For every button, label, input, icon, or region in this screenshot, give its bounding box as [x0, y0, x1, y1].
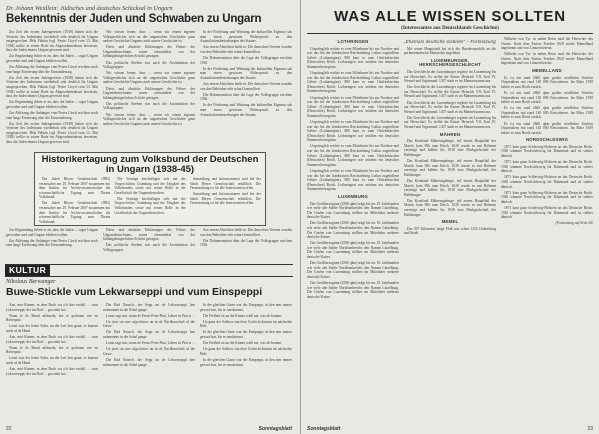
box-column-3	[190, 177, 261, 226]
article2-column-1	[6, 303, 98, 421]
paragraph: Diese und ähnliche Erklärungen der Führer des Ungarndeutschtums waren einwandfrei von der bildungsbürgerlichen Schicht getragen.	[103, 86, 195, 100]
paragraph: Das 997 Kilometer lange Fluß war schon 1252 Ordensburg und Stadt.	[404, 226, 496, 236]
paragraph: In der Förderung und Wahrung der kulturellen Eigenart sah man einen gewissen Widerspruch zu den Assimilationsbestrebungen des Staates.	[200, 66, 292, 80]
article-headline: WAS ALLE WISSEN SOLLTEN	[334, 8, 566, 25]
paragraph: Das Geschlecht der Luxemburger regierte im Luxemburg bis zur Herrschaft. Es stellte die Kaiser Heinrich VII, Karl IV, Wenzel und Sigismund. 1437 starb es im Mannesstamm aus.	[404, 85, 496, 99]
section-heading: MÄHREN	[439, 131, 461, 137]
paragraph: Das Großherzogtum (2586 qkm) trägt bis ins 19. Jahrhundert wie viele alte Städte Nordfrankreichs den Namen Lützelburg. Die Grafen von Luxemburg stellten im Mittelalter mehrere deutsche Kaiser.	[307, 281, 399, 299]
paragraph: Die Freiheit ist un die Kinner weiß net, was do kommt.	[203, 313, 283, 318]
section-bar	[5, 264, 293, 277]
article-column-2b	[103, 228, 195, 260]
right-page	[301, 0, 599, 434]
historikertagung-box	[34, 152, 266, 226]
paragraph: Lonzi sagt mir, wann de Fester Peter Phat, Lehrer in Pest is ...	[106, 341, 195, 346]
article-column-3	[200, 30, 292, 148]
paragraph: Anu, mei Kinner, in dem Buch wu ich hier erzähl, ... vum Lekwarseppi, der im Dorf ... gewohnt hot.	[6, 335, 98, 344]
paragraph: Die Freiheit ist un die Kinner weiß net, was do kommt.	[203, 341, 283, 346]
paragraph: Wann er de Mund uffmacht, hot er gschennt wie en Rohrspatz.	[6, 345, 98, 355]
paragraph: Die Dokumentation über die Lage der Volksgruppe erschien 1936.	[200, 92, 292, 102]
paragraph: Zur Zeit des ersten Judengesetzes (1938) hatten sich die Vertreter des Judentums wiederholt sehr deutlich für Ungarn ausgesprochen. Béla Fábián (vgl. Pester Lloyd vom 13. Mai 1938) wollte in seiner Rede im Abgeordnetenhaus beweisen, dass die Juden immer Ungarn gewesen sind.	[6, 30, 98, 53]
paragraph: Wilhelm von Tyr. in nahen Reise sind die Herrscher des Ostens. Nach dem Pariser Frieden 1920 wurde Memelland abgetrennt und von Litauen besetzt.	[501, 52, 593, 66]
article-column-3	[501, 37, 593, 423]
paragraph: Un jetzt sin mer ufgschriwe un in de Nachbarschaft uf die Gasse.	[103, 347, 195, 356]
paragraph: Lonzi war der letzte Sohn, un die Leit hen gsaat, er kummt noch uf de Hund.	[6, 324, 98, 333]
paragraph: Es ist ein rund 2660 qkm großer nördlicher Streifen Ostpreußens mit rund 140 000 Einwohnern. Im März 1939 kehrte es zum Reich zurück.	[501, 106, 593, 120]
paragraph: Wir wissen ferner, dass ... wenn wir einem eigenen Volksgeschichte sich an der ungarischen Geschichte ganz andere Geschichte Ungarns auch unsere Geschichte ist.	[103, 71, 195, 85]
paragraph: Aus einem Absichten heißt es: Die deutschen Vereine wurden von den Behörden sehr scharf kontrolliert.	[200, 45, 292, 54]
paragraph: Ursprünglich reichte es vom Mittelmeer bis zur Nordsee und war das bei der fränkischen Reichsteilung Lothar zugefallene Gebiet (Lotharingien). 880 kam es zum Ostfränkischen (Deutschen) Reich. Lotharingen war seitdem ein deutsches Stammesherzogtum.	[307, 46, 399, 69]
paragraph: In der gleichen Gasse war der Einspeppi, uf den mer immer gewart hon, bis er rauskommt.	[200, 303, 292, 312]
paragraph: Die Vorträge beschäftigen sich mit der Vorgeschichte, Gründung und der Tätigkeit des Volksbundes sowie mit seiner Rolle in der Gesellschaft der Ungarndeutschen.	[114, 196, 186, 215]
paragraph: Wir wissen ferner, dass ... wenn wir einem eigenen Volksgeschichte sich an der ungarischen Geschichte ganz andere Geschichte Ungarns auch unsere Geschichte ist.	[103, 30, 195, 44]
article-kicker: Dr. Johann Weidlein: Jüdisches und deutsches Schicksal in Ungarn	[6, 5, 173, 12]
paragraph: Ursprünglich reichte es vom Mittelmeer bis zur Nordsee und war das bei der fränkischen Reichsteilung Lothar zugefallene Gebiet (Lotharingien). 880 kam es zum Ostfränkischen (Deutschen) Reich. Lotharingen war seitdem ein deutsches Stammesherzogtum.	[307, 71, 399, 94]
paragraph: Der Jakob Bleyer Gemeinschaft (JBG) veranstaltet am 28. Februar 2007 zusammen mit dem Institut für Archivwissenschaften die wissenschaftliche Tagung zum Thema Volksbund.	[39, 201, 111, 224]
section-heading: NORDSCHLESWIG	[525, 137, 569, 143]
publication-logo: Sonntagsblatt	[307, 426, 341, 432]
article-body-continued	[6, 228, 292, 260]
paragraph: Aus einem Absichten heißt es: Die deutschen Vereine wurden von den Behörden sehr scharf kontrolliert.	[200, 81, 292, 91]
paragraph: Zur Ablösung der Anhänger vom Pester Lloyd erschien noch eine lange Erörterung über die Einwanderung.	[6, 65, 98, 74]
paragraph: Die Bad Nausch, der Sepp un de Lekwarseppi hen mitenanner in die Schul gange.	[103, 303, 195, 312]
paragraph: Das Geschlecht der Luxemburger regierte im Luxemburg bis zur Herrschaft. Es stellte die Kaiser Heinrich VII, Karl IV, Wenzel und Sigismund. 1437 starb es im Mannesstamm aus.	[404, 100, 496, 114]
paragraph: Das politische Streben war auch die Assimilation der Volksgruppen.	[103, 60, 195, 70]
paragraph: Anu, mei Kinner, in dem Buch wu ich hier erzähl, ... vum Lekwarseppi, der im Dorf ... gewohnt hot.	[6, 303, 98, 312]
paragraph: Aus einem Absichten heißt es: Die deutschen Vereine wurden von den Behörden sehr scharf kontrolliert.	[200, 228, 292, 237]
page-number: 23	[587, 426, 593, 432]
section-heading: MEMEL	[441, 219, 459, 225]
paragraph: Das Kronland Mährensgebirge, teil einem Hauptfluß der March, kam 906 zum Reich. 1029 wurde es mit Böhmen vereinigt und bildete bis 1918 eine Markgrafschaft der Habsburger.	[404, 178, 496, 197]
box-column-1	[39, 177, 110, 226]
paragraph: 1871 kam ganz Schleswig-Holstein an das Deutsche Reich. 1920 stimmte Nordschleswig für Dänemark und ist seither dänisch.	[501, 160, 593, 174]
paragraph: Zur Begründung führte er an, dass die Juden ... sogar Ungarn geworden sind und Ungarn bleiben wollen.	[6, 100, 98, 109]
paragraph: Das Großherzogtum (2586 qkm) trägt bis ins 19. Jahrhundert wie viele alte Städte Nordfrankreichs den Namen Lützelburg. Die Grafen von Luxemburg stellten im Mittelalter mehrere deutsche Kaiser.	[307, 221, 399, 240]
paragraph: Das Großherzogtum (2586 qkm) trägt bis ins 19. Jahrhundert wie viele alte Städte Nordfrankreichs den Namen Lützelburg. Die Grafen von Luxemburg stellten im Mittelalter mehrere deutsche Kaiser.	[307, 201, 399, 220]
paragraph: Das Geschlecht der Luxemburger regierte im Luxemburg bis zur Herrschaft. Es stellte die Kaiser Heinrich VII, Karl IV, Wenzel und Sigismund. 1437 starb es im Mannesstamm aus.	[404, 69, 496, 84]
header-rule	[307, 33, 593, 34]
article-subheadline: (Interessantes aus Deutschlands Geschichte)	[401, 25, 499, 31]
paragraph: Das Kronland Mährensgebirge, teil einem Hauptfluß der March, kam 906 zum Reich. 1029 wurde es mit Böhmen vereinigt und bildete bis 1918 eine Markgrafschaft der Habsburger.	[404, 198, 496, 217]
paragraph: Es ist ein rund 2660 qkm großer nördlicher Streifen Ostpreußens mit rund 140 000 Einwohnern. Im März 1939 kehrte es zum Reich zurück.	[501, 90, 593, 105]
article-column-1b	[6, 228, 98, 260]
article-column-1	[307, 37, 399, 423]
paragraph: Die Dokumentation über die Lage der Volksgruppe erschien 1936.	[200, 55, 292, 65]
article-author: Nikolaus Berwanger	[6, 279, 56, 285]
paragraph: Die Vorträge beschäftigen sich mit der Vorgeschichte, Gründung und der Tätigkeit des Volksbundes sowie mit seiner Rolle in der Gesellschaft der Ungarndeutschen.	[114, 177, 186, 195]
paragraph: 1871 kam ganz Schleswig-Holstein an das Deutsche Reich. 1920 stimmte Nordschleswig für Dänemark und ist seither dänisch.	[501, 190, 593, 204]
paragraph: Das Kronland Mährensgebirge, teil einem Hauptfluß der March, kam 906 zum Reich. 1029 wurde es mit Böhmen vereinigt und bildete bis 1918 eine Markgrafschaft der Habsburger.	[404, 159, 496, 177]
paragraph: Diese und ähnliche Erklärungen der Führer des Ungarndeutschtums waren einwandfrei von der bildungsbürgerlichen Schicht getragen.	[103, 45, 195, 59]
paragraph: 1871 kam ganz Schleswig-Holstein an das Deutsche Reich. 1920 stimmte Nordschleswig für Dänemark und ist seither dänisch.	[501, 206, 593, 220]
box-title: Historikertagung zum Volksbund der Deutschen in Ungarn (1938-45)	[41, 154, 259, 175]
article-body	[307, 37, 593, 423]
paragraph: Ursprünglich reichte es vom Mittelmeer bis zur Nordsee und war das bei der fränkischen Reichsteilung Lothar zugefallene Gebiet (Lotharingien). 880 kam es zum Ostfränkischen (Deutschen) Reich. Lotharingen war seitdem ein deutsches Stammesherzogtum.	[307, 120, 399, 143]
paragraph: 1871 kam ganz Schleswig-Holstein an das Deutsche Reich. 1920 stimmte Nordschleswig für Dänemark und ist seither dänisch.	[501, 175, 593, 189]
article2-column-2	[103, 303, 195, 421]
paragraph: Das Großherzogtum (2586 qkm) trägt bis ins 19. Jahrhundert wie viele alte Städte Nordfrankreichs den Namen Lützelburg. Die Grafen von Luxemburg stellten im Mittelalter mehrere deutsche Kaiser.	[307, 261, 399, 279]
article-column-2	[103, 30, 195, 148]
article-body-2	[6, 303, 292, 421]
paragraph: In der gleichen Gasse war der Einspeppi, uf den mer immer gewart hon, bis er rauskommt.	[200, 330, 292, 340]
paragraph: Wir wissen ferner, dass ... wenn wir einem eigenen Volksgeschichte sich an der ungarischen Geschichte ganz andere Geschichte Ungarns auch unsere Geschichte ist.	[103, 112, 195, 126]
paragraph: Lonzi war der letzte Sohn, un die Leit hen gsaat, er kummt noch uf de Hund.	[6, 356, 98, 366]
paragraph: In der Förderung und Wahrung der kulturellen Eigenart sah man einen gewissen Widerspruch zu den Assimilationsbestrebungen des Staates.	[200, 30, 292, 44]
paragraph: Zur Begründung führte er an, dass die Juden ... sogar Ungarn geworden sind und Ungarn bleiben wollen.	[6, 228, 98, 237]
section-heading: LUXEMBURGER, HERRSCHERGESCHLECHT	[419, 57, 481, 68]
article-headline-2: Buwe-Stickle vum Lekwarseppi und vum Einspeppi	[6, 286, 263, 298]
paragraph: Ursprünglich reichte es vom Mittelmeer bis zur Nordsee und war das bei der fränkischen Reichsteilung Lothar zugefallene Gebiet (Lotharingien). 880 kam es zum Ostfränkischen (Deutschen) Reich. Lotharingen war seitdem ein deutsches Stammesherzogtum.	[307, 168, 399, 192]
paragraph: In der gleichen Gasse war der Einspeppi, uf den mer immer gewart hon, bis er rauskommt.	[200, 357, 292, 367]
section-heading: MEMELLAND	[532, 68, 562, 74]
paragraph: Es ist ein rund 2660 qkm großer nördlicher Streifen Ostpreußens mit rund 140 000 Einwohnern. Im März 1939 kehrte es zum Reich zurück.	[501, 75, 593, 89]
section-heading: LUXEMBURG	[337, 193, 369, 199]
paragraph: Der Jakob Bleyer Gemeinschaft (JBG) veranstaltet am 28. Februar 2007 zusammen mit dem Institut für Archivwissenschaften die wissenschaftliche Tagung zum Thema Volksbund.	[39, 177, 111, 200]
paragraph: Die Bad Nausch, der Sepp un de Lekwarseppi hen mitenanner in die Schul gange.	[103, 330, 195, 340]
paragraph: Ursprünglich reichte es vom Mittelmeer bis zur Nordsee und war das bei der fränkischen Reichsteilung Lothar zugefallene Gebiet (Lotharingien). 880 kam es zum Ostfränkischen (Deutschen) Reich. Lotharingen war seitdem ein deutsches Stammesherzogtum.	[307, 144, 399, 167]
paragraph: Das politische Streben war auch die Assimilation der Volksgruppen.	[103, 243, 195, 252]
article-headline: Bekenntnis der Juden und Schwaben zu Ungarn	[6, 13, 262, 25]
box-column-2	[114, 177, 185, 226]
paragraph: Zur Ablösung der Anhänger vom Pester Lloyd erschien noch eine lange Erörterung über die Einwanderung.	[6, 238, 98, 248]
article2-column-3	[200, 303, 292, 421]
paragraph: 1871 kam ganz Schleswig-Holstein an das Deutsche Reich. 1920 stimmte Nordschleswig für Dänemark und ist seither dänisch.	[501, 144, 593, 159]
paragraph: Die Bad Nausch, der Sepp un de Lekwarseppi hen mitenanner in die Schul gange.	[103, 357, 195, 367]
paragraph: Es ist ein rund 2660 qkm großer nördlicher Streifen Ostpreußens mit rund 140 000 Einwohnern. Im März 1939 kehrte es zum Reich zurück.	[501, 121, 593, 135]
paragraph: Anu, mei Kinner, in dem Buch wu ich hier erzähl, ... vum Lekwarseppi, der im Dorf ... gewohnt hot.	[6, 367, 98, 376]
paragraph: Das Geschlecht der Luxemburger regierte im Luxemburg bis zur Herrschaft. Es stellte die Kaiser Heinrich VII, Karl IV, Wenzel und Sigismund. 1437 starb es im Mannesstamm aus.	[404, 115, 496, 129]
paragraph: Das Großherzogtum (2586 qkm) trägt bis ins 19. Jahrhundert wie viele alte Städte Nordfrankreichs den Namen Lützelburg. Die Grafen von Luxemburg stellten im Mittelalter mehrere deutsche Kaiser.	[307, 241, 399, 260]
article-body	[6, 30, 292, 148]
paragraph: Diese und ähnliche Erklärungen der Führer des Ungarndeutschtums waren einwandfrei von der bildungsbürgerlichen Schicht getragen.	[103, 228, 195, 242]
article-column-2	[404, 37, 496, 423]
article-column-1	[6, 30, 98, 148]
paragraph: Ursprünglich reichte es vom Mittelmeer bis zur Nordsee und war das bei der fränkischen Reichsteilung Lothar zugefallene Gebiet (Lotharingien). 880 kam es zum Ostfränkischen (Deutschen) Reich. Lotharingen war seitdem ein deutsches Stammesherzogtum.	[307, 95, 399, 118]
section-tag-kultur: KULTUR	[5, 265, 50, 276]
paragraph: Die Dokumentation über die Lage der Volksgruppe erschien 1936.	[200, 238, 292, 248]
paragraph: Un jetzt sin mer ufgschriwe un in de Nachbarschaft uf die Gasse.	[103, 319, 195, 329]
paragraph: Anmeldung und Informationen sind bei der Jakob Bleyer Gemeinschaft erhältlich. Die Veranstaltung ist für alle Interessenten offen.	[189, 177, 261, 191]
paragraph: Wann er de Mund uffmacht, hot er gschennt wie en Rohrspatz.	[6, 313, 98, 323]
publication-logo: Sonntagsblatt	[258, 426, 292, 432]
paragraph: Lonzi sagt mir, wann de Fester Peter Phat, Lehrer in Pest is ...	[106, 313, 195, 318]
series-title: „Ehemals deutsche Gebiete" – Fortsetzung	[404, 39, 496, 44]
section-heading: LOTHRINGEN	[337, 39, 369, 44]
paragraph: Zur Zeit des ersten Judengesetzes (1938) hatten sich die Vertreter des Judentums wiederholt sehr deutlich für Ungarn ausgesprochen. Béla Fábián (vgl. Pester Lloyd vom 13. Mai 1938) wollte in seiner Rede im Abgeordnetenhaus beweisen, dass die Juden immer Ungarn gewesen sind.	[6, 75, 98, 99]
paragraph: Zur Begründung führte er an, dass die Juden ... sogar Ungarn geworden sind und Ungarn bleiben wollen.	[6, 54, 98, 64]
paragraph: Zur Zeit des ersten Judengesetzes (1938) hatten sich die Vertreter des Judentums wiederholt sehr deutlich für Ungarn ausgesprochen. Béla Fábián (vgl. Pester Lloyd vom 13. Mai 1938) wollte in seiner Rede im Abgeordnetenhaus beweisen, dass die Juden immer Ungarn gewesen sind.	[6, 121, 98, 145]
continued-note: (Fortsetzung auf Seite 24)	[555, 221, 593, 226]
paragraph: Mit seiner Hauptstadt hat sich die Bundesrepublik an die parlamentarische Monarchie angelehnt.	[404, 46, 496, 56]
page-number: 22	[6, 426, 12, 432]
paragraph: Das Kronland Mährensgebirge, teil einem Hauptfluß der March, kam 906 zum Reich. 1029 wurde es mit Böhmen vereinigt und bildete bis 1918 eine Markgrafschaft der Habsburger.	[404, 139, 496, 157]
box-body	[35, 177, 265, 228]
paragraph: Das politische Streben war auch die Assimilation der Volksgruppen.	[103, 101, 195, 111]
paragraph: Un ganz der Schluss vun dere Gschicht kummt im nächschte Heft.	[200, 347, 292, 356]
paragraph: Un ganz der Schluss vun dere Gschicht kummt im nächschte Heft.	[200, 319, 292, 329]
article-column-3b	[200, 228, 292, 260]
paragraph: In der Förderung und Wahrung der kulturellen Eigenart sah man einen gewissen Widerspruch zu den Assimilationsbestrebungen des Staates.	[200, 103, 292, 117]
paragraph: Anmeldung und Informationen sind bei der Jakob Bleyer Gemeinschaft erhältlich. Die Veranstaltung ist für alle Interessenten offen.	[189, 192, 261, 206]
paragraph: Zur Ablösung der Anhänger vom Pester Lloyd erschien noch eine lange Erörterung über die Einwanderung.	[6, 111, 98, 120]
paragraph: Wilhelm von Tyr. in nahen Reise sind die Herrscher des Ostens. Nach dem Pariser Frieden 1920 wurde Memelland abgetrennt und von Litauen besetzt.	[501, 37, 593, 51]
